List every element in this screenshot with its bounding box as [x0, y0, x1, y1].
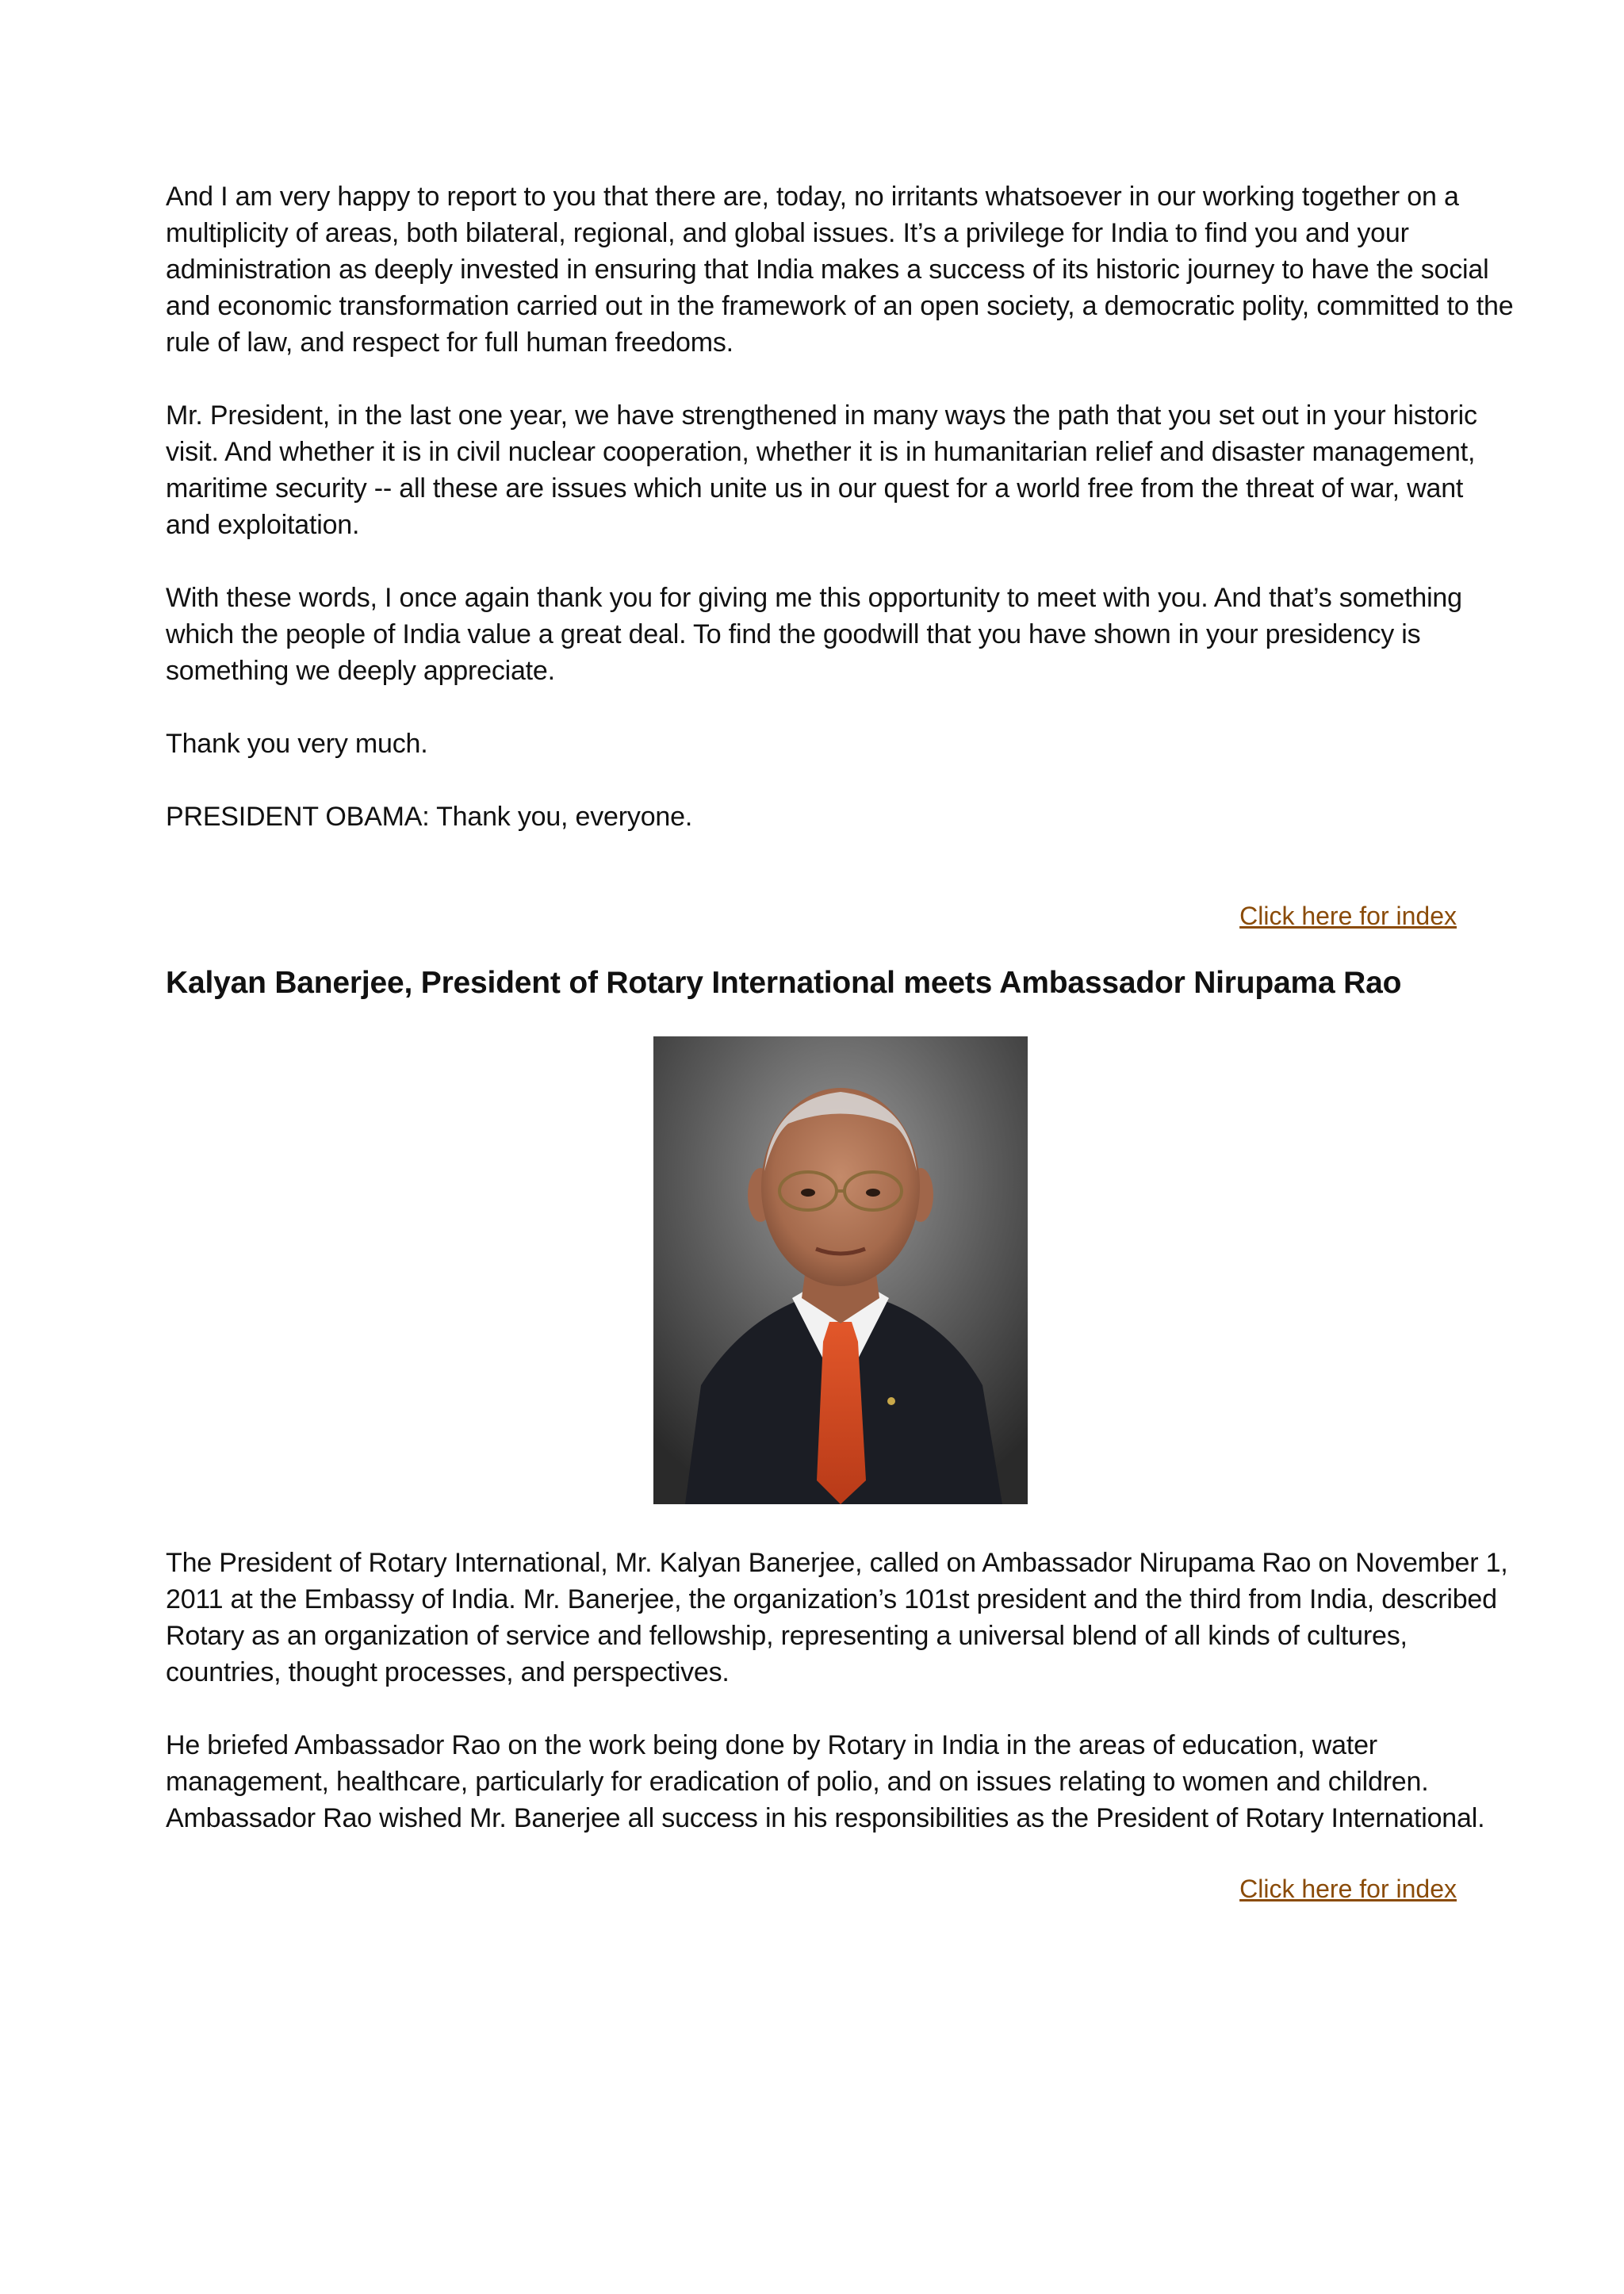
paragraph-president-obama: PRESIDENT OBAMA: Thank you, everyone.	[166, 802, 693, 832]
section-heading: Kalyan Banerjee, President of Rotary International meets Ambassador Nirupama Rao	[166, 966, 1402, 1000]
paragraph-rotary-visit: The President of Rotary International, Mr. Kalyan Banerjee, called on Ambassador Nirupama Rao on November 1, 2011 at the Embassy of India. Mr. Banerjee, the organization’s 101st president and the third from India, described Rotary as an organization of service and fellowship, representing a universal blend of all kinds of cultures, countries, thought processes, and perspectives.	[166, 1548, 1508, 1687]
index-link-bottom[interactable]: Click here for index	[1239, 1875, 1457, 1903]
paragraph-relations: And I am very happy to report to you that there are, today, no irritants whatsoever in our working together on a multiplicity of areas, both bilateral, regional, and global issues. It’s a privilege for India to find you and your administration as deeply invested in ensuring that India makes a success of its historic journey to have the social and economic transformation carried out in the framework of an open society, a democratic polity, committed to the rule of law, and respect for full human freedoms.	[166, 182, 1514, 358]
paragraph-closing-thanks: With these words, I once again thank you for giving me this opportunity to meet with you. And that’s something which the people of India value a great deal. To find the goodwill that you have shown in your presidency is something we deeply appreciate.	[166, 583, 1462, 686]
paragraph-last-year: Mr. President, in the last one year, we have strengthened in many ways the path that you set out in your historic visit. And whether it is in civil nuclear cooperation, whether it is in humanitarian relief and disaster management, maritime security -- all these are issues which unite us in our quest for a world free from the threat of war, want and exploitation.	[166, 400, 1477, 540]
paragraph-thank-you: Thank you very much.	[166, 729, 428, 759]
index-link-top[interactable]: Click here for index	[1239, 902, 1457, 930]
portrait-photo	[653, 1036, 1028, 1504]
paragraph-rotary-work: He briefed Ambassador Rao on the work being done by Rotary in India in the areas of education, water management, healthcare, particularly for eradication of polio, and on issues relating to women and children. Ambassador Rao wished Mr. Banerjee all success in his responsibilities as the President of Rotary International.	[166, 1730, 1485, 1833]
